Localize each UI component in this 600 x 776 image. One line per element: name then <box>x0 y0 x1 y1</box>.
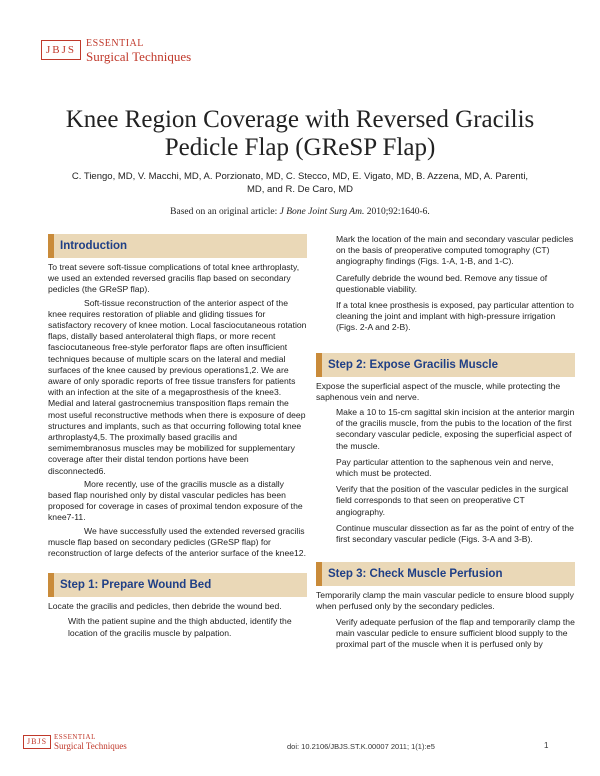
step3-item: Verify adequate perfusion of the flap and temporarily clamp the main vascular pedicle to ensure sufficient blood supply to the proximal part of the muscle when it is perfused only by <box>336 616 575 650</box>
original-article-note <box>40 207 560 217</box>
step2-item: Verify that the position of the vascular pedicles in the surgical field corresponds to that seen on preoperative CT angiography. <box>336 484 569 517</box>
step3-lead: Temporarily clamp the main vascular pedicle to ensure blood supply when perfused only by the secondary pedicles. <box>316 590 574 612</box>
step2-item: Make a 10 to 15-cm sagittal skin incision at the anterior margin of the gracilis muscle, from the pubis to the location of the first secondary vascular pedicle, exposing the superficial aspect of the muscle. <box>336 407 575 451</box>
jbjs-logo <box>41 37 191 63</box>
logo-text <box>86 37 191 63</box>
intro-paragraph-4: We have successfully used the extended reversed gracilis muscle flap based on secondary pedicles (GReSP flap) for reconstruction of large defects of the anterior surface of the knee12. <box>48 525 306 559</box>
step1-item: Carefully debride the wound bed. Remove any tissue of questionable viability. <box>336 272 548 294</box>
based-on-prefix: Based on an original article: <box>170 207 278 217</box>
doi-reference: doi: 10.2106/JBJS.ST.K.00007 2011; 1(1):e5 <box>287 742 435 751</box>
left-column <box>48 234 307 644</box>
logo-line1: ESSENTIAL <box>86 38 144 49</box>
logo-mark: JBJS <box>41 40 81 60</box>
step1-item: Mark the location of the main and secondary vascular pedicles on the basis of preoperative computed tomography (CT) angiography findings (Figs. 1-A, 1-B, and 1-C). <box>336 234 574 267</box>
section-heading-step1: Step 1: Prepare Wound Bed <box>48 573 307 597</box>
footer-logo <box>23 733 127 751</box>
based-on-journal: J Bone Joint Surg Am. <box>279 207 365 217</box>
author-list: C. Tiengo, MD, V. Macchi, MD, A. Porzionato, MD, C. Stecco, MD, E. Vigato, MD, B. Azzena, MD, A. Parenti, MD, and R. De Caro, MD <box>71 171 529 195</box>
section-heading-step2: Step 2: Expose Gracilis Muscle <box>316 353 575 377</box>
intro-paragraph-2: Soft-tissue reconstruction of the anterior aspect of the knee requires restoration of pliable and gliding tissues for satisfactory recovery of knee motion. Local fasciocutaneous rotation flaps, distally based anterolateral thigh flaps, or more recent fasciocutaneous free-style perforator flaps are often insufficient techniques because of multiple scars on the lateral and medial surfaces of the knee caused by previous operations1,2. We are aware of only sporadic reports of free tissue transfers for patients with an infection at the site of a megaprosthesis of the knee3. Medial and lateral gastrocnemius transposition flaps remain the most useful reconstructive methods when there is exposure of deep structures and implants, such as that occurring following total knee arthroplasty4,5. The proximally based gracilis and semimembranosus muscles may be mobilized for supplementary coverage after their distal tendon portions have been disconnected6. <box>48 297 307 476</box>
step2-item: Continue muscular dissection as far as the point of entry of the first secondary vascular pedicle (Figs. 3-A and 3-B). <box>336 522 574 545</box>
footer-logo-line1: ESSENTIAL <box>54 733 96 741</box>
step1-item: With the patient supine and the thigh abducted, identify the location of the gracilis muscle by palpation. <box>68 616 292 638</box>
footer-logo-line2: Surgical Techniques <box>54 741 127 751</box>
step1-lead: Locate the gracilis and pedicles, then debride the wound bed. <box>48 601 282 612</box>
page-number: 1 <box>544 741 549 750</box>
section-heading-introduction: Introduction <box>48 234 307 258</box>
step1-item: If a total knee prosthesis is exposed, pay particular attention to cleaning the joint and implant with high-pressure irrigation (Figs. 2-A and 2-B). <box>336 300 574 333</box>
article-title: Knee Region Coverage with Reversed Gracilis Pedicle Flap (GReSP Flap) <box>65 106 535 161</box>
footer-logo-mark: JBJS <box>23 735 51 749</box>
intro-paragraph-1: To treat severe soft-tissue complications of total knee arthroplasty, we used an extended reversed gracilis flap based on secondary pedicles (the GReSP flap). <box>48 262 300 295</box>
section-heading-step3: Step 3: Check Muscle Perfusion <box>316 562 575 586</box>
based-on-citation: 2010;92:1640-6. <box>366 207 430 217</box>
step2-item: Pay particular attention to the saphenous vein and nerve, which must be protected. <box>336 456 554 479</box>
footer-logo-text <box>54 733 127 751</box>
logo-line2: Surgical Techniques <box>86 49 192 64</box>
step2-lead: Expose the superficial aspect of the muscle, while protecting the saphenous vein and nerve. <box>316 380 561 402</box>
right-column <box>316 234 575 655</box>
intro-paragraph-3: More recently, use of the gracilis muscle as a distally based flap nourished only by distal vascular pedicles has been proposed for coverage in cases of proximal tendon exposure of the knee7-11. <box>48 478 303 523</box>
